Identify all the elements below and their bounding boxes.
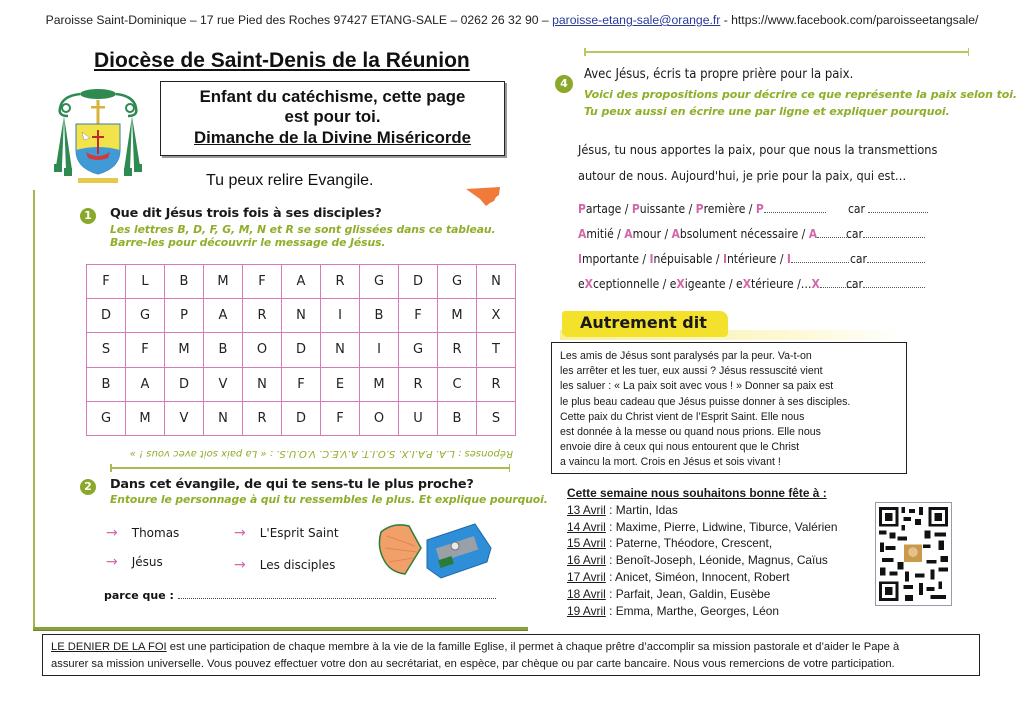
grid-cell[interactable]: F bbox=[399, 299, 438, 333]
grid-cell[interactable]: B bbox=[165, 265, 204, 299]
feast-date: 15 Avril bbox=[567, 536, 606, 551]
grid-cell[interactable]: G bbox=[438, 265, 477, 299]
car-blank[interactable] bbox=[850, 247, 925, 272]
grid-cell[interactable]: E bbox=[321, 367, 360, 401]
car-label: car bbox=[846, 277, 863, 291]
grid-cell[interactable]: I bbox=[321, 299, 360, 333]
exercise-2-instruction: Entoure le personnage à qui tu ressembles le plus. Et explique pourquoi. bbox=[110, 493, 548, 506]
car-label: car bbox=[846, 227, 863, 241]
dotted-blank[interactable] bbox=[791, 255, 849, 263]
choice-jesus[interactable] bbox=[106, 554, 163, 570]
feast-date: 17 Avril bbox=[567, 569, 606, 584]
because-line[interactable] bbox=[104, 589, 496, 602]
title-box bbox=[160, 81, 505, 156]
feast-date: 14 Avril bbox=[567, 519, 606, 534]
contact-suffix: - https://www.facebook.com/paroisseetangsale/ bbox=[720, 13, 979, 27]
feast-days-list bbox=[567, 485, 838, 619]
prayer-line-1: Jésus, tu nous apportes la paix, pour que nous la transmettions bbox=[578, 142, 938, 157]
feast-date: 18 Avril bbox=[567, 586, 606, 601]
word: bsolument nécessaire / bbox=[679, 227, 809, 241]
choice-label: L'Esprit Saint bbox=[259, 526, 339, 540]
grid-cell[interactable]: F bbox=[282, 367, 321, 401]
text-line: les saluer : « La paix soit avec vous ! » Donner sa paix est bbox=[560, 380, 834, 393]
left-panel-border bbox=[33, 190, 35, 628]
feast-item bbox=[567, 502, 838, 519]
footer-line-1 bbox=[51, 639, 979, 656]
grid-cell[interactable]: M bbox=[438, 299, 477, 333]
grid-cell[interactable]: M bbox=[165, 333, 204, 367]
feast-item bbox=[567, 569, 838, 586]
grid-cell[interactable]: S bbox=[87, 333, 126, 367]
word: remière / bbox=[703, 202, 756, 216]
letter-grid bbox=[86, 264, 516, 436]
dotted-blank[interactable] bbox=[867, 255, 925, 263]
feast-item bbox=[567, 552, 838, 569]
car-blank[interactable] bbox=[848, 197, 928, 222]
word: mportante / bbox=[582, 252, 650, 266]
word: e bbox=[736, 277, 743, 291]
exercise-1-instruction-1: Les lettres B, D, F, G, M, N et R se sont glissées dans ce tableau. bbox=[110, 223, 496, 236]
exercise-1-instruction-2: Barre-les pour découvrir le message de Jésus. bbox=[110, 236, 386, 249]
text-line: Cette paix du Christ vient de l’Esprit Saint. Elle nous bbox=[560, 410, 805, 423]
reread-gospel-note: Tu peux relire Evangile. bbox=[206, 172, 374, 189]
exercise-4-badge: 4 bbox=[555, 75, 573, 93]
grid-row bbox=[87, 265, 516, 299]
choice-esprit-saint[interactable] bbox=[234, 525, 339, 541]
grid-cell[interactable]: D bbox=[282, 333, 321, 367]
grid-cell[interactable]: P bbox=[165, 299, 204, 333]
bishop-crest-icon bbox=[52, 86, 144, 184]
grid-cell[interactable]: N bbox=[243, 367, 282, 401]
text-line: Les amis de Jésus sont paralysés par la peur. Va-t-on bbox=[560, 350, 812, 362]
text-line: envoie dire à ceux qui nous entourent que le Christ bbox=[560, 441, 800, 454]
arrow-right-icon: → bbox=[234, 557, 246, 573]
top-rule bbox=[584, 51, 969, 53]
highlight-letter: I bbox=[578, 252, 583, 266]
word: uissante / bbox=[639, 202, 696, 216]
denier-link[interactable]: LE DENIER DE LA FOI bbox=[51, 641, 167, 653]
grid-cell[interactable]: F bbox=[87, 265, 126, 299]
grid-cell[interactable]: A bbox=[282, 265, 321, 299]
grid-cell[interactable]: G bbox=[399, 333, 438, 367]
grid-cell[interactable]: G bbox=[360, 265, 399, 299]
dotted-blank[interactable] bbox=[817, 230, 849, 238]
arrow-right-icon: → bbox=[234, 525, 246, 541]
exercise-4-instruction-2: Tu peux aussi en écrire une par ligne et expliquer pourquoi. bbox=[584, 105, 950, 118]
grid-row bbox=[87, 299, 516, 333]
dotted-blank[interactable] bbox=[868, 205, 928, 213]
grid-cell[interactable]: G bbox=[126, 299, 165, 333]
footer-text: est une participation de chaque membre à la vie de la famille Eglise, il permet à chaque prêtre d’accomplir sa mission pastorale et d’aider le Pape à bbox=[166, 641, 900, 653]
feast-names: : Martin, Idas bbox=[605, 502, 678, 517]
grid-cell[interactable]: F bbox=[126, 333, 165, 367]
feast-names: : Emma, Marthe, Georges, Léon bbox=[605, 603, 779, 618]
highlight-letter: X bbox=[676, 277, 685, 291]
feast-date: 16 Avril bbox=[567, 553, 606, 568]
grid-cell[interactable]: T bbox=[477, 333, 516, 367]
grid-cell[interactable]: B bbox=[87, 367, 126, 401]
highlight-letter: P bbox=[695, 202, 704, 216]
highlight-letter: I bbox=[649, 252, 654, 266]
word: ceptionnelle / bbox=[592, 277, 670, 291]
title-line-1: Enfant du catéchisme, cette page bbox=[199, 87, 466, 106]
text-line: les arrêter et les tuer, eux aussi ? Jésus ressuscité vient bbox=[560, 365, 823, 378]
grid-cell[interactable]: F bbox=[321, 401, 360, 435]
grid-cell[interactable]: D bbox=[87, 299, 126, 333]
highlight-letter: P bbox=[578, 202, 586, 216]
feast-names: : Paterne, Théodore, Crescent, bbox=[605, 536, 773, 551]
parish-contact-line bbox=[0, 13, 1024, 27]
title-line-2: est pour toi. bbox=[284, 107, 381, 126]
because-label: parce que : bbox=[104, 589, 174, 602]
exercise-2-question: Dans cet évangile, de qui te sens-tu le plus proche? bbox=[110, 477, 474, 492]
grid-cell[interactable]: V bbox=[165, 401, 204, 435]
grid-cell[interactable]: N bbox=[204, 401, 243, 435]
highlight-letter: I bbox=[722, 252, 727, 266]
answer-dotted-line[interactable] bbox=[178, 591, 496, 599]
choice-disciples[interactable] bbox=[234, 557, 335, 573]
grid-cell[interactable]: I bbox=[360, 333, 399, 367]
feast-date: 19 Avril bbox=[567, 603, 606, 618]
grid-cell[interactable]: D bbox=[165, 367, 204, 401]
grid-cell[interactable]: C bbox=[438, 367, 477, 401]
grid-cell[interactable]: M bbox=[126, 401, 165, 435]
grid-cell[interactable]: M bbox=[204, 265, 243, 299]
highlight-letter: X bbox=[584, 277, 593, 291]
contact-prefix: Paroisse Saint-Dominique – 17 rue Pied des Roches 97427 ETANG-SALE – 0262 26 32 90 – bbox=[45, 13, 553, 27]
denier-de-la-foi-box bbox=[42, 634, 980, 676]
grid-cell[interactable]: A bbox=[126, 367, 165, 401]
highlight-letter: X bbox=[742, 277, 752, 291]
grid-cell[interactable]: F bbox=[243, 265, 282, 299]
prayer-line-2: autour de nous. Aujourd'hui, je prie pour la paix, qui est… bbox=[578, 168, 907, 183]
grid-cell[interactable]: R bbox=[243, 299, 282, 333]
upside-down-answers: Réponses : L.A. P.A.I.X. S.O.I.T. A.V.E.C. V.O.U.S. : « La paix soit avec vous ! » bbox=[129, 448, 513, 459]
proposition-row-p[interactable] bbox=[578, 197, 865, 222]
word: igeante / bbox=[684, 277, 737, 291]
feast-item bbox=[567, 519, 838, 536]
exercise-4-question: Avec Jésus, écris ta propre prière pour la paix. bbox=[584, 67, 854, 82]
grid-cell[interactable]: D bbox=[399, 265, 438, 299]
exercise-1-badge: 1 bbox=[80, 208, 96, 224]
grid-cell[interactable]: A bbox=[204, 299, 243, 333]
highlight-letter: A bbox=[808, 227, 818, 241]
grid-row bbox=[87, 367, 516, 401]
feast-names: : Anicet, Siméon, Innocent, Robert bbox=[605, 569, 790, 584]
text-line: a vaincu la mort. Crois en Jésus et sois vivant ! bbox=[560, 456, 781, 469]
text-line: est donnée à la messe ou quand nous prions. Elle nous bbox=[560, 426, 821, 439]
grid-cell[interactable]: R bbox=[321, 265, 360, 299]
dotted-blank[interactable] bbox=[764, 205, 826, 213]
autrement-dit-banner bbox=[562, 311, 728, 337]
grid-cell[interactable]: R bbox=[243, 401, 282, 435]
car-label: car bbox=[850, 252, 867, 266]
autrement-dit-box bbox=[551, 342, 907, 474]
grid-cell[interactable]: M bbox=[360, 367, 399, 401]
sunday-title: Dimanche de la Divine Miséricorde bbox=[194, 128, 471, 147]
grid-cell[interactable]: G bbox=[87, 401, 126, 435]
car-label: car bbox=[848, 202, 865, 216]
section-divider bbox=[110, 467, 510, 469]
grid-cell[interactable]: O bbox=[360, 401, 399, 435]
highlight-letter: A bbox=[624, 227, 633, 241]
footer-line-2: assurer sa mission universelle. Vous pouvez effectuer votre don au secrétariat, en espèce, par chèque ou par carte bancaire. Nous vous remercions de votre participation. bbox=[51, 657, 895, 670]
grid-cell[interactable]: U bbox=[399, 401, 438, 435]
word: térieure /… bbox=[751, 277, 812, 291]
dotted-blank[interactable] bbox=[863, 230, 925, 238]
word: mour / bbox=[632, 227, 672, 241]
choice-label: Thomas bbox=[131, 526, 180, 540]
grid-cell[interactable]: R bbox=[477, 367, 516, 401]
highlight-letter: A bbox=[671, 227, 680, 241]
feast-item bbox=[567, 603, 838, 620]
arrow-right-icon: → bbox=[106, 554, 118, 570]
grid-row bbox=[87, 401, 516, 435]
arrow-right-icon: → bbox=[106, 525, 118, 541]
proposition-row-x[interactable] bbox=[578, 272, 863, 297]
choice-thomas[interactable] bbox=[106, 525, 179, 541]
feast-names: : Parfait, Jean, Galdin, Eusèbe bbox=[605, 586, 771, 601]
highlight-letter: X bbox=[811, 277, 820, 291]
word: népuisable / bbox=[653, 252, 723, 266]
grid-cell[interactable]: O bbox=[243, 333, 282, 367]
word: ntérieure / bbox=[726, 252, 787, 266]
pencil-sharpener-icon bbox=[375, 518, 495, 584]
dotted-blank[interactable] bbox=[863, 280, 925, 288]
exercise-2-badge: 2 bbox=[80, 479, 96, 495]
exercise-1-question: Que dit Jésus trois fois à ses disciples? bbox=[110, 206, 382, 221]
feast-item bbox=[567, 586, 838, 603]
autrement-dit-title: Autrement dit bbox=[580, 313, 707, 332]
word: e bbox=[669, 277, 677, 291]
text-line: le plus beau cadeau que Jésus puisse donner à ses disciples. bbox=[560, 395, 851, 408]
paper-scrap-icon bbox=[466, 185, 506, 207]
grid-cell[interactable]: B bbox=[204, 333, 243, 367]
prayer-text bbox=[578, 137, 937, 189]
feast-names: : Benoît-Joseph, Léonide, Magnus, Caïus bbox=[605, 553, 828, 568]
word: artage / bbox=[585, 202, 632, 216]
grid-cell[interactable]: R bbox=[438, 333, 477, 367]
grid-cell[interactable]: N bbox=[321, 333, 360, 367]
highlight-letter: I bbox=[786, 252, 791, 266]
left-panel-bottom-border bbox=[33, 627, 528, 631]
qr-code-icon[interactable] bbox=[875, 502, 952, 606]
grid-cell[interactable]: R bbox=[399, 367, 438, 401]
highlight-letter: A bbox=[578, 227, 587, 241]
grid-cell[interactable]: L bbox=[126, 265, 165, 299]
grid-cell[interactable]: N bbox=[282, 299, 321, 333]
grid-cell[interactable]: V bbox=[204, 367, 243, 401]
feast-days-heading: Cette semaine nous souhaitons bonne fête à : bbox=[567, 486, 827, 500]
feast-names: : Maxime, Pierre, Lidwine, Tiburce, Valérien bbox=[605, 519, 838, 534]
grid-cell[interactable]: X bbox=[477, 299, 516, 333]
exercise-4-instruction-1: Voici des propositions pour décrire ce que représente la paix selon toi. bbox=[584, 88, 1017, 101]
grid-cell[interactable]: B bbox=[360, 299, 399, 333]
grid-cell[interactable]: S bbox=[477, 401, 516, 435]
highlight-letter: P bbox=[631, 202, 640, 216]
choice-label: Les disciples bbox=[259, 558, 336, 572]
peace-propositions bbox=[578, 197, 867, 297]
grid-cell[interactable]: B bbox=[438, 401, 477, 435]
car-blank[interactable] bbox=[846, 272, 925, 297]
choice-label: Jésus bbox=[131, 555, 163, 569]
grid-cell[interactable]: N bbox=[477, 265, 516, 299]
feast-date: 13 Avril bbox=[567, 502, 606, 517]
email-link[interactable]: paroisse-etang-sale@orange.fr bbox=[552, 13, 721, 27]
car-blank[interactable] bbox=[846, 222, 925, 247]
proposition-row-a[interactable] bbox=[578, 222, 863, 247]
grid-row bbox=[87, 333, 516, 367]
feast-item bbox=[567, 535, 838, 552]
proposition-row-i[interactable] bbox=[578, 247, 867, 272]
highlight-letter: P bbox=[755, 202, 764, 216]
word: mitié / bbox=[586, 227, 625, 241]
grid-cell[interactable]: D bbox=[282, 401, 321, 435]
word: e bbox=[578, 277, 585, 291]
diocese-title: Diocèse de Saint-Denis de la Réunion bbox=[94, 49, 470, 72]
